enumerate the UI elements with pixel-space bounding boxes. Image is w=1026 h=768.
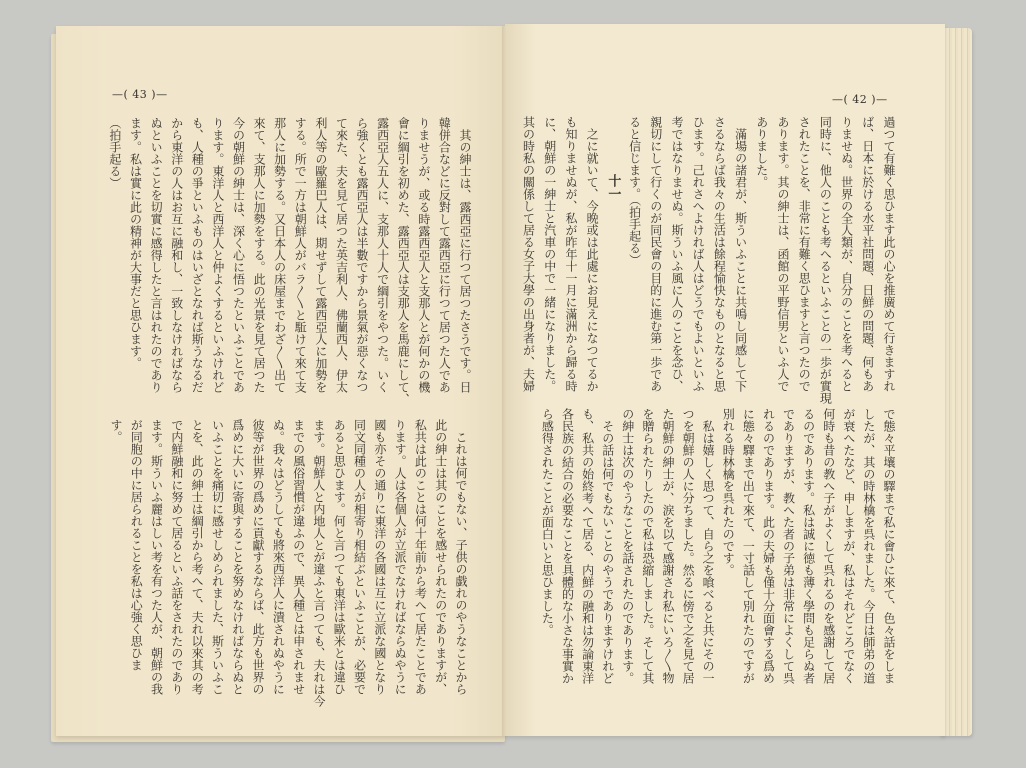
text-column: た朝鮮の紳士が、涙を以て感謝され私にいろ〳〵物 [660,408,675,684]
text-column: て來た、夫を見て居つた英吉利人、佛蘭西人、伊太 [334,117,349,393]
text-column: 滿場の諸君が、斯ういふことに共鳴し同感して下 [733,116,748,392]
text-column: 考ではなりませぬ。斯ういふ風に人のことを念ひ、 [669,116,684,392]
text-column: でありますが、教へた者の子弟は非常によくして呉 [781,408,796,684]
text-column: あります。其の紳士は、函館の平野信男といふ人で [775,116,790,392]
text-column: ら強くとも露西亞人は半數ですから景氣が惡くなつ [355,117,370,393]
text-column: する。所で一方は朝鮮人がバラ〳〵と駈けて來て支 [293,117,308,393]
text-column: 之に就いて、今晩或は此處にお見えになつてるか [585,116,600,392]
text-column: あると思ひます。何と言つても東洋は歐米とは違ひ [332,419,347,695]
text-column: 今の朝鮮の紳士は、深く心に悟つたといふことであ [231,117,246,393]
text-column: ると信じます。（拍手起る） [627,116,642,266]
text-column: に、朝鮮の一紳士と汽車の中で一緒になりました。 [542,116,557,392]
text-column: 私共は此のことは何十年前から考へて居たことであ [413,419,428,695]
text-column: も、私共の始終考へて居る、内鮮の融和は勿論東洋 [580,408,595,684]
left-page [56,26,505,736]
text-column: 何時も昔の教へ子がよくして呉れるのを感謝して居 [821,408,836,684]
text-column: ます。斯ういふ麗はしい考を有つた人が、朝鮮の我 [149,419,164,695]
text-column: いふことを痛切に感せしめられました、斯ういふこ [210,419,225,695]
applause-note: （拍手起る） [107,117,122,189]
text-column: 爲めに大いに寄與することを努めなければならぬと [230,419,245,695]
text-column: 私は嬉しく思つて、自ら之を喰べると共にその一 [701,408,716,684]
text-column: 同文同種の人が相寄り相結ぶといふことが、必要で [352,419,367,695]
right-page [505,24,945,736]
text-column: ます。朝鮮人と内地人とが違ふと言つても、夫れは今 [311,419,326,707]
page-number: —( 42 )— [832,93,888,106]
text-column: が同胞の中に居られることを私は心強く思ひま [129,419,144,671]
text-column: これは何でもない、子供の戯れのやうなことから [454,419,468,695]
text-column: ります。人は各個人が立派でなければならぬやうに [393,419,408,695]
text-column: ます。私は實に此の精神が大事だと思ひます。 [128,117,143,369]
text-column: ら感得されたことが面白いと思ひました。 [540,408,555,636]
text-column: が衰へたなど、申しますが、私はそれどころでなく [841,408,856,684]
text-column: 國も亦その通りに東洋の各國は互に立派な國となり [372,419,387,695]
text-column: も、人種の爭といふものはいざとなれば斯うなるだ [190,117,205,393]
text-column: 那人に加勢する。又日本人の床屋までわざ〳〵出て [272,117,287,393]
text-column: を贈られたりしたので私は恐縮しました。そして其 [640,408,655,684]
text-column: るのであります。私は誠に徳も薄く學問も足らぬ者 [801,408,816,684]
text-column: 露西亞人五人に、支那人十人で綱引をやつた。いく [375,117,390,393]
text-column: に態々驛まで出て來て、一寸話して別れたのですが [741,408,756,684]
section-heading: 十一 [605,174,621,200]
text-column: 其の時私の關係して居る女子大學の出身者が、夫婦 [521,116,536,392]
text-column: す。 [108,419,123,443]
text-column: ひます。己れさへよければ人はどうでもよいといふ [691,116,706,392]
text-column: とを、此の紳士は綱引から考へて、夫れ以來其の考 [190,419,205,695]
text-column: の紳士は次のやうなことを話されたのであります。 [620,408,635,684]
text-column: から東洋の人はお互に融和し、一致しなければなら [169,117,184,393]
book-gutter [502,26,507,736]
lower-text-block [106,419,471,711]
text-column: したが、其の時林檎を呉れました。今日は師弟の道 [861,408,876,684]
text-column: 過つて有難く思ひます此の心を推廣めて行きますれ [882,116,896,392]
text-column: ば、日本に於ける水平社問題、日鮮の問題、何もあ [860,116,875,392]
text-column: 各民族の結合の必要なことを具體的な小さな事實か [560,408,575,684]
lower-text-block [537,408,899,700]
text-column: 同時に、他人のことも考へるといふことの一歩が實現 [818,116,833,404]
text-column: その話は何でもないことのやうでありますけれど [600,408,615,684]
text-column: りませうが、或る時露西亞人と支那人とが何かの機 [416,117,431,393]
text-column: 彼等が世界の爲めに貢獻するならば、此方も世界の [251,419,266,695]
upper-text-block [517,116,899,408]
text-column: ります。東洋人と西洋人と仲よくするといふけれど [210,117,225,393]
text-column: されたことを、非常に有難く思ひますと言つたので [797,116,812,392]
text-column: 會に綱引を初めた、露西亞人は支那人を馬鹿にして、 [396,117,411,405]
text-column: までの風俗習慣が違ふので、異人種とは申されませ [291,419,306,695]
text-column: つを朝鮮の人に分ちました。然るに傍で之を見て居 [681,408,696,684]
text-column: さるならば我々の生活は餘程愉快なものとなると思 [712,116,727,392]
text-column: 利人等の歐羅巴人は、期せずして露西亞人に加勢を [313,117,328,393]
text-column: で内鮮融和に努めて居るといふ話をされたのであり [169,419,184,695]
text-column: ありました。 [754,116,769,188]
page-number: —( 43 )— [112,88,168,101]
upper-text-block [104,117,475,409]
text-column: れるのであります。此の夫婦も僅十分面會する爲め [761,408,776,684]
text-column: ぬ。我々はどうしても將來西洋人に潰されぬやうに [271,419,286,695]
text-column: 親切にして行くのが同民會の目的に進む第一歩であ [648,116,663,392]
text-column: も知りませぬが、私が昨年十一月に滿洲から歸る時 [563,116,578,392]
text-column: 韓併合などに反對して露西亞に行つて居つた人であ [437,117,452,393]
text-column: ぬといふことを切實に感得したと言はれたのであり [149,117,164,393]
text-column: 其の紳士は、露西亞に行つて居つたさうです。日 [458,117,472,393]
text-column: りませぬ。世界の全人類が、自分のことを考へると [839,116,854,392]
text-column: 來て、支那人に加勢をする。此の光景を見て居つた [252,117,267,393]
text-column: 此の紳士は其のことを感せられたのでありますが、 [433,419,448,695]
text-column: で態々平壤の驛まで私に會ひに來て、色々話をしま [882,408,896,684]
text-column: 別れる時林檎を呉れたのです。 [721,408,736,576]
